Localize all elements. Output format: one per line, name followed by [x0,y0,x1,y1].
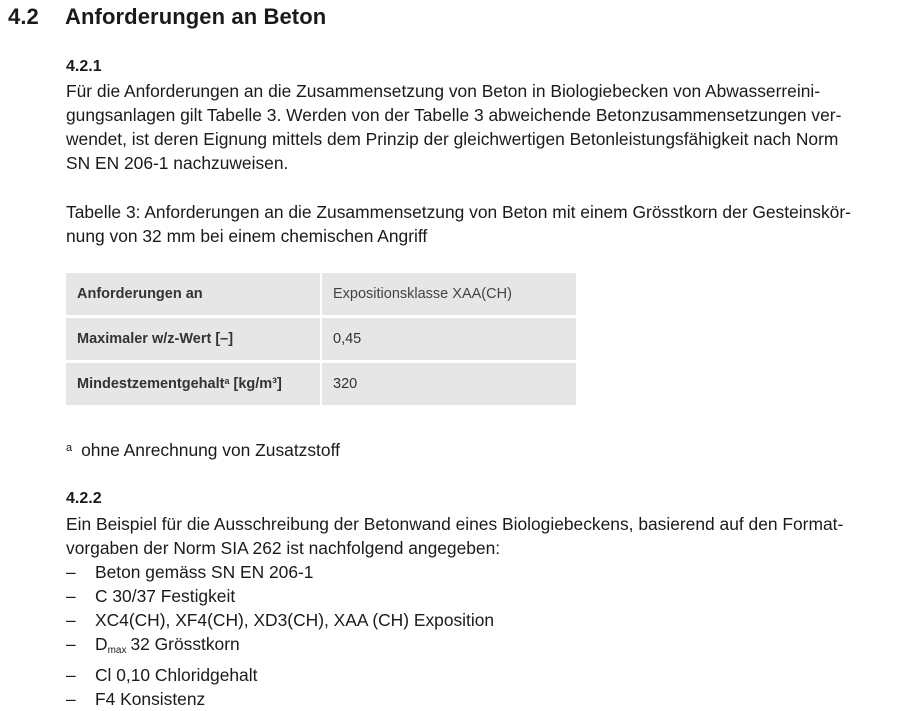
list-item [66,560,494,584]
dmax-symbol: D [95,634,108,654]
paragraph-4-2-2 [66,512,916,560]
paragraph-line: vorgaben der Norm SIA 262 ist nachfolgend angegeben: [66,538,501,558]
table-row [66,317,576,362]
list-item-text: F4 Konsistenz [95,689,206,709]
list-item [66,608,494,632]
list-item-text: 32 Grösstkorn [130,634,240,654]
paragraph-line: Für die Anforderungen an die Zusammensetzung von Beton in Biologiebecken von Abwasserreini- [66,81,821,101]
table-cell-label [66,362,321,406]
specification-list [66,560,494,711]
caption-line: Tabelle 3: Anforderungen an die Zusammensetzung von Beton mit einem Grösstkorn der Gesteinskör- [66,202,851,222]
requirements-table [66,273,576,405]
dmax-subscript: max [107,645,127,656]
list-item [66,687,494,711]
footnote-text: ohne Anrechnung von Zusatzstoff [81,440,340,460]
list-dash: – [66,689,76,709]
list-dash: – [66,634,76,654]
footnote-mark: a [66,442,73,454]
section-title: Anforderungen an Beton [65,4,327,29]
list-dash: – [66,562,76,582]
list-item-text: Beton gemäss SN EN 206-1 [95,562,314,582]
table-cell-value: 0,45 [321,317,576,362]
label-unit: [kg/m³] [233,376,282,392]
list-item-text: Cl 0,10 Chloridgehalt [95,665,258,685]
list-item-text: XC4(CH), XF4(CH), XD3(CH), XAA (CH) Exposition [95,610,495,630]
list-item [66,632,494,663]
paragraph-line: Ein Beispiel für die Ausschreibung der Betonwand eines Biologiebeckens, basierend auf den Format- [66,514,844,534]
caption-line: nung von 32 mm bei einem chemischen Angriff [66,226,428,246]
list-item [66,584,494,608]
table-header-value: Expositionsklasse XAA(CH) [321,273,576,317]
table-row [66,362,576,406]
list-item-text: C 30/37 Festigkeit [95,586,236,606]
list-dash: – [66,610,76,630]
paragraph-line: wendet, ist deren Eignung mittels dem Prinzip der gleichwertigen Betonleistungsfähigkeit nach Norm [66,129,839,149]
list-dash: – [66,665,76,685]
table-caption [66,200,916,248]
label-main: Mindestzementgehalt [77,376,225,392]
list-dash: – [66,586,76,606]
table-cell-value: 320 [321,362,576,406]
paragraph-line: gungsanlagen gilt Tabelle 3. Werden von der Tabelle 3 abweichende Betonzusammensetzungen ver- [66,105,842,125]
table-row [66,273,576,317]
footnote-reference: a [224,376,230,386]
table-footnote [66,440,340,461]
section-heading [8,4,326,30]
table-header-label: Anforderungen an [66,273,321,317]
paragraph-line: SN EN 206-1 nachzuweisen. [66,153,289,173]
list-item [66,663,494,687]
subsection-number-4-2-1: 4.2.1 [66,58,102,75]
subsection-number-4-2-2: 4.2.2 [66,490,102,507]
table-cell-label: Maximaler w/z-Wert [–] [66,317,321,362]
paragraph-4-2-1 [66,79,916,175]
section-number: 4.2 [8,4,39,29]
